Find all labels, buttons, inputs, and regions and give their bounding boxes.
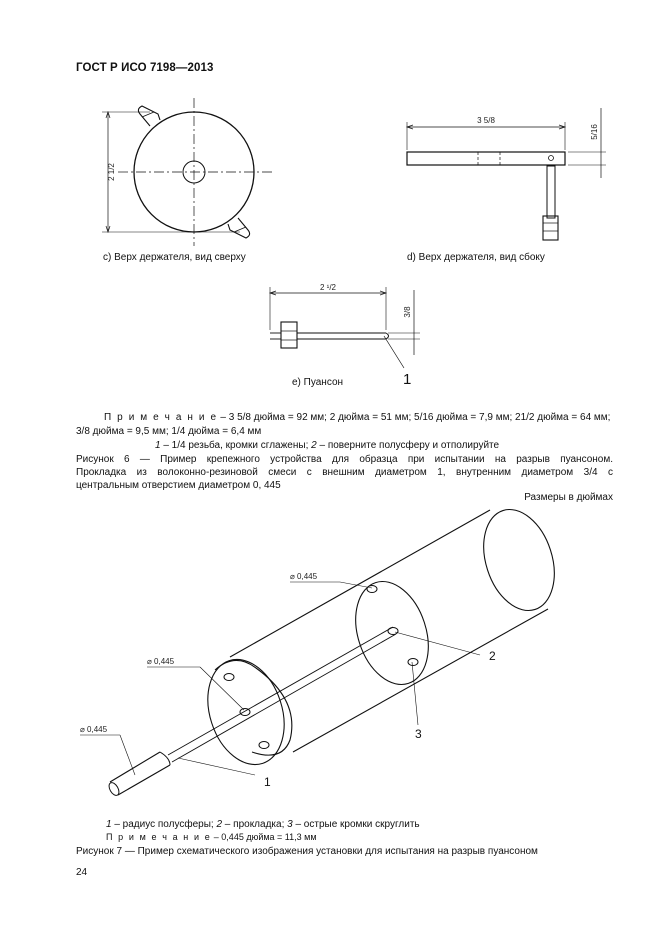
fig-e-width-label: 2 ¹/2 [319,283,337,292]
legend7-num-2: 2 [216,819,223,830]
fig-d-width-label: 3 5/8 [477,116,495,125]
figure6-caption-line3: центральным отверстием диаметром 0, 445 [76,480,281,491]
figure7-caption: Рисунок 7 — Пример схематического изображения установки для испытания на разрыв пуансоном [76,846,538,857]
fig-e-height-label: 3/8 [403,306,412,318]
punch-drawing [270,287,420,368]
legend6-text-1: – 1/4 резьба, кромки сглажены; [160,440,312,451]
note-fig7-text: – 0,445 дюйма = 11,3 мм [211,832,317,842]
note-fig7 [106,830,317,844]
legend6-num-2: 2 [311,440,317,451]
note-fig6-text1: – 3 5/8 дюйма = 92 мм; 2 дюйма = 51 мм; 5/16 дюйма = 7,9 мм; 21/2 дюйма = 64 мм; [217,412,611,423]
note-fig7-label: П р и м е ч а н и е [106,832,212,842]
legend-fig6 [155,439,499,453]
fig-d-caption: d) Верх держателя, вид сбоку [407,252,545,263]
fig7-callout-3: 3 [415,727,422,741]
legend7-text-1: – радиус полусферы; [111,819,217,830]
fig7-callout-1: 1 [264,775,271,789]
document-header: ГОСТ Р ИСО 7198—2013 [76,62,214,74]
fig7-dim-label-2: ⌀ 0,445 [147,657,175,666]
legend7-text-2: – прокладка; [222,819,288,830]
holder-top-view-drawing [102,98,275,246]
fig-e-caption: е) Пуансон [292,377,344,388]
fig-d-height-label: 5/16 [590,124,599,140]
legend6-text-2: – поверните полусферу и отполируйте [316,440,500,451]
figure6-caption-line1: Рисунок 6 — Пример крепежного устройства для образца при испытании на разрыв пуансоном. [76,454,613,465]
note-fig6-line2: 3/8 дюйма = 9,5 мм; 1/4 дюйма = 6,4 мм [76,426,262,437]
holder-side-view-drawing [407,108,606,240]
fig7-dim-label-1: ⌀ 0,445 [290,572,318,581]
note-fig6-label: П р и м е ч а н и е [104,412,218,423]
fig-c-caption: с) Верх держателя, вид сверху [103,252,246,263]
legend7-num-1: 1 [106,819,112,830]
fig7-callout-2: 2 [489,649,496,663]
legend6-num-1: 1 [155,440,161,451]
legend7-num-3: 3 [287,819,293,830]
fig7-dim-label-3: ⌀ 0,445 [80,725,108,734]
page-number: 24 [76,867,88,878]
legend7-text-3: – острые кромки скруглить [292,819,420,830]
figure6-caption-line2: Прокладка из волоконно-резиновой смеси с внешним диаметром 1, внутренним диаметром 3/4 с [76,467,613,478]
note-fig6-line1 [104,411,614,425]
fig-e-callout-label: 1 [403,371,412,388]
fig-c-dim-label: 2 1/2 [107,163,116,181]
units-note: Размеры в дюймах [524,492,613,503]
